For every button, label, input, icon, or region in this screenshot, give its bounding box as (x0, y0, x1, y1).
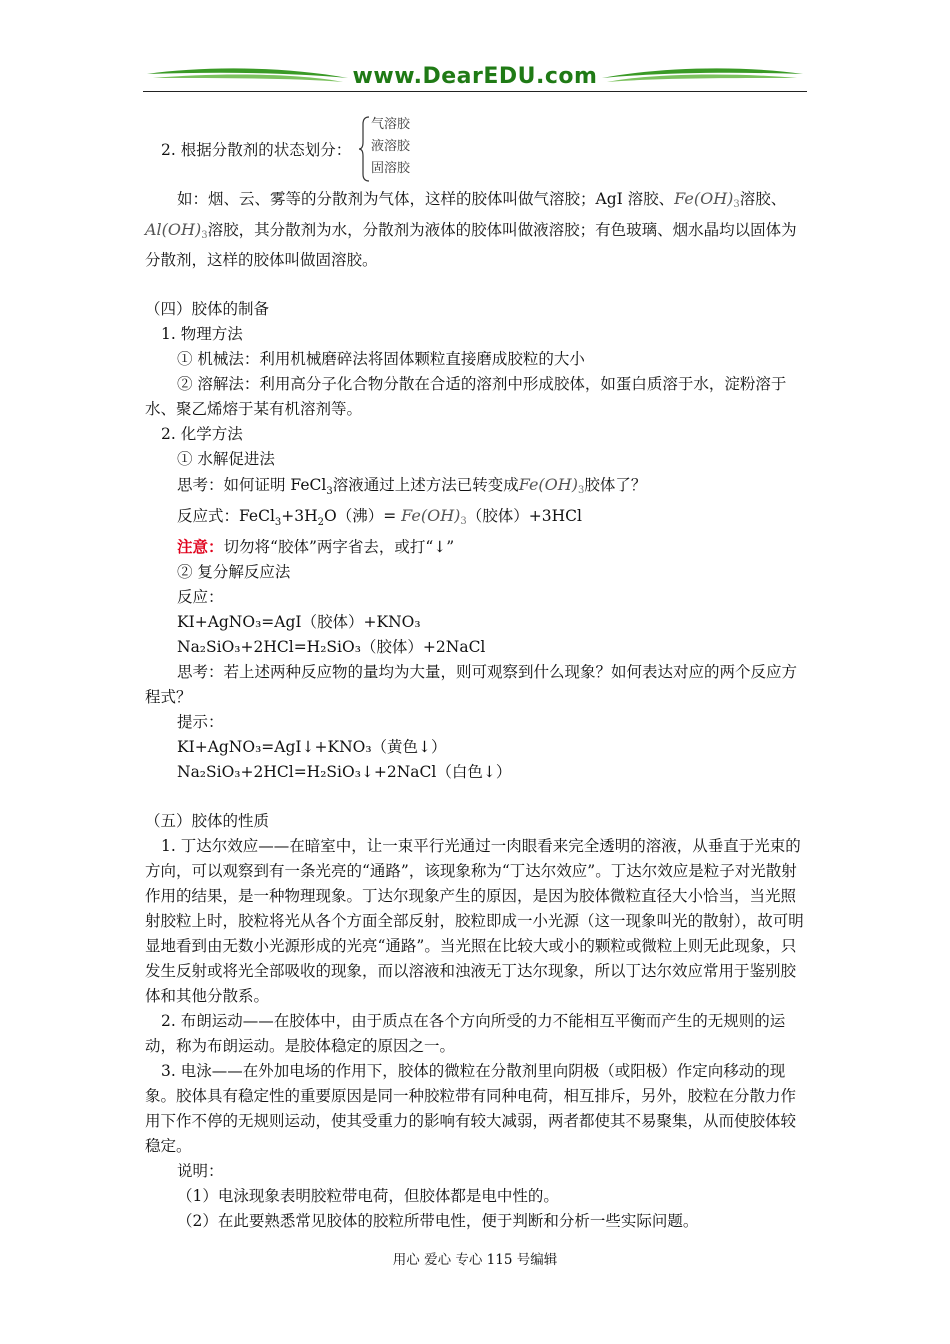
electrophoresis-paragraph: 3. 电泳——在外加电场的作用下，胶体的微粒在分散剂里向阴极（或阳极）作定向移动的现象。胶体具有稳定性的重要原因是同一种胶粒带有同种电荷，相互排斥，另外，胶粒在分散力作用下作不停的无规则运动，使其受重力的影响有较大减弱，两者都使其不易聚集，从而使胶体较稳定。 (145, 1062, 797, 1155)
hint-equation-1: KI+AgNO₃=AgI↓+KNO₃（黄色↓） (177, 738, 447, 756)
explanation-2: （2）在此要熟悉常见胶体的胶粒所带电性，便于判断和分析一些实际问题。 (177, 1212, 699, 1230)
classification-options (371, 114, 410, 180)
hydrolysis-method: ① 水解促进法 (177, 450, 275, 468)
reaction-label: 反应： (177, 588, 224, 606)
brownian-paragraph: 2. 布朗运动——在胶体中，由于质点在各个方向所受的力不能相互平衡而产生的无规则的运动，称为布朗运动。是胶体稳定的原因之一。 (145, 1012, 786, 1055)
classification-block (145, 112, 807, 186)
dissolve-method: ② 溶解法：利用高分子化合物分散在合适的溶剂中形成胶体，如蛋白质溶于水，淀粉溶于水、聚乙烯熔于某有机溶剂等。 (145, 375, 787, 418)
examples-paragraph: 如：烟、云、雾等的分散剂为气体，这样的胶体叫做气溶胶；AgI 溶胶、$Fe(OH)_3$溶胶、$Al(OH)_3$溶胶，其分散剂为水，分散剂为液体的胶体叫做液溶胶；有色玻璃、烟水晶均以固体为分散剂，这样的胶体叫做固溶胶。 (145, 189, 797, 269)
option-liquid-sol: 液溶胶 (371, 139, 411, 154)
think-question-2: 思考：若上述两种反应物的量均为大量，则可观察到什么现象？如何表达对应的两个反应方程式？ (145, 663, 798, 706)
hint-label: 提示： (177, 713, 224, 731)
option-gas-sol: 气溶胶 (371, 117, 411, 132)
brace-icon (359, 116, 371, 182)
hint-equation-2: Na₂SiO₃+2HCl=H₂SiO₃↓+2NaCl（白色↓） (177, 763, 512, 781)
explanation-1: （1）电泳现象表明胶粒带电荷，但胶体都是电中性的。 (177, 1187, 559, 1205)
header-banner (143, 60, 807, 94)
double-decomposition-method: ② 复分解反应法 (177, 563, 291, 581)
option-solid-sol: 固溶胶 (371, 161, 411, 176)
physical-method: 1. 物理方法 (161, 325, 243, 343)
reaction-equation: 反应式：$FeCl_3+3H_2O$（沸）= $Fe(OH)_3$（胶体）+3HCl (177, 506, 582, 529)
page-footer: 用心 爱心 专心 115 号编辑 (392, 1252, 558, 1268)
main-content (145, 112, 807, 1234)
section5-title: （五）胶体的性质 (145, 812, 270, 830)
explanation-label: 说明： (177, 1162, 224, 1180)
classification-label: 2. 根据分散剂的状态划分： (161, 141, 352, 159)
note-label: 注意： (177, 537, 224, 556)
header-rule (143, 91, 807, 92)
reaction-1: KI+AgNO₃=AgI（胶体）+KNO₃ (177, 613, 421, 631)
mechanical-method: ① 机械法：利用机械磨碎法将固体颗粒直接磨成胶粒的大小 (177, 350, 585, 368)
site-name: www.DearEDU.com (352, 64, 598, 89)
chemical-method: 2. 化学方法 (161, 425, 243, 443)
note-line: 注意：切勿将“胶体”两字省去，或打“↓” (177, 537, 455, 556)
section4-title: （四）胶体的制备 (145, 300, 270, 318)
reaction-2: Na₂SiO₃+2HCl=H₂SiO₃（胶体）+2NaCl (177, 638, 486, 656)
tyndall-paragraph: 1. 丁达尔效应——在暗室中，让一束平行光通过一肉眼看来完全透明的溶液，从垂直于光束的方向，可以观察到有一条光亮的“通路”，该现象称为“丁达尔效应”。丁达尔效应是粒子对光散射作用的结果，是一种物理现象。丁达尔现象产生的原因，是因为胶体微粒直径大小恰当，当光照射胶粒上时，胶粒将光从各个方面全部反射，胶粒即成一小光源（这一现象叫光的散射），故可明显地看到由无数小光源形成的光亮“通路”。当光照在比较大或小的颗粒或微粒上则无此现象，只发生反射或将光全部吸收的现象，而以溶液和浊液无丁达尔现象，所以丁达尔效应常用于鉴别胶体和其他分散系。 (145, 837, 804, 1005)
think-question-1: 思考：如何证明 FeCl$_3$溶液通过上述方法已转变成$Fe(OH)_3$胶体了？ (177, 475, 647, 498)
